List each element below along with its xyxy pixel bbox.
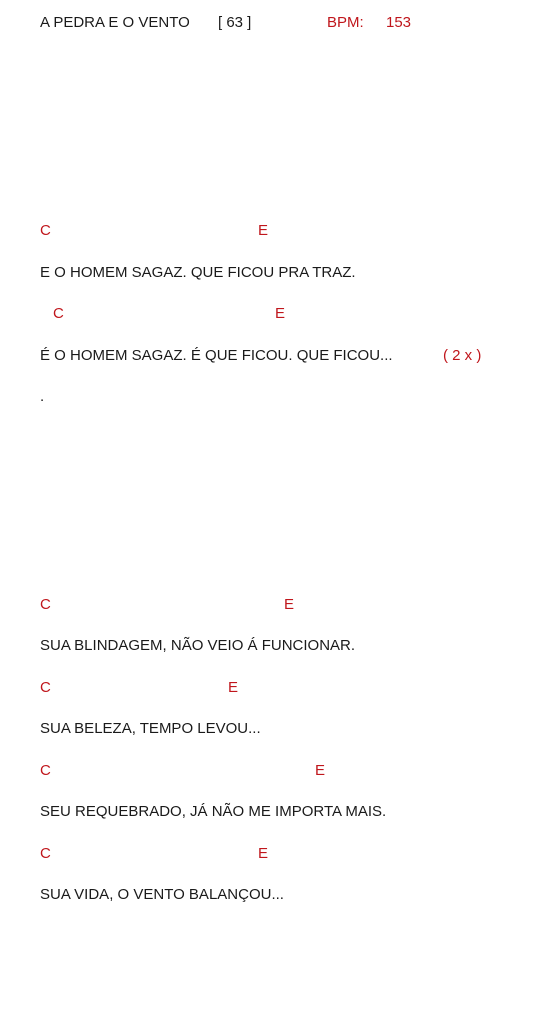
chord: E xyxy=(258,845,269,862)
chord: E xyxy=(275,305,286,322)
chord: C xyxy=(40,762,51,779)
dot-marker: . xyxy=(40,388,45,405)
lyric-line: SUA BLINDAGEM, NÃO VEIO Á FUNCIONAR. xyxy=(40,637,356,654)
chord: C xyxy=(40,596,51,613)
lyric-line: SEU REQUEBRADO, JÁ NÃO ME IMPORTA MAIS. xyxy=(40,803,387,820)
song-title: A PEDRA E O VENTO xyxy=(40,14,190,31)
chord: E xyxy=(315,762,326,779)
chord: C xyxy=(40,679,51,696)
lyric-line: SUA BELEZA, TEMPO LEVOU... xyxy=(40,720,261,737)
chord: C xyxy=(40,222,51,239)
chord: E xyxy=(258,222,269,239)
bpm-label: BPM: xyxy=(327,14,364,31)
chord: E xyxy=(284,596,295,613)
lyric-line: É O HOMEM SAGAZ. É QUE FICOU. QUE FICOU... xyxy=(40,347,393,364)
chord: C xyxy=(40,845,51,862)
lyric-line: E O HOMEM SAGAZ. QUE FICOU PRA TRAZ. xyxy=(40,264,356,281)
chord: C xyxy=(53,305,64,322)
lyric-line: SUA VIDA, O VENTO BALANÇOU... xyxy=(40,886,284,903)
chord: E xyxy=(228,679,239,696)
bpm-value: 153 xyxy=(386,14,412,31)
repeat-marker: ( 2 x ) xyxy=(443,347,482,364)
song-number: [ 63 ] xyxy=(218,14,252,31)
